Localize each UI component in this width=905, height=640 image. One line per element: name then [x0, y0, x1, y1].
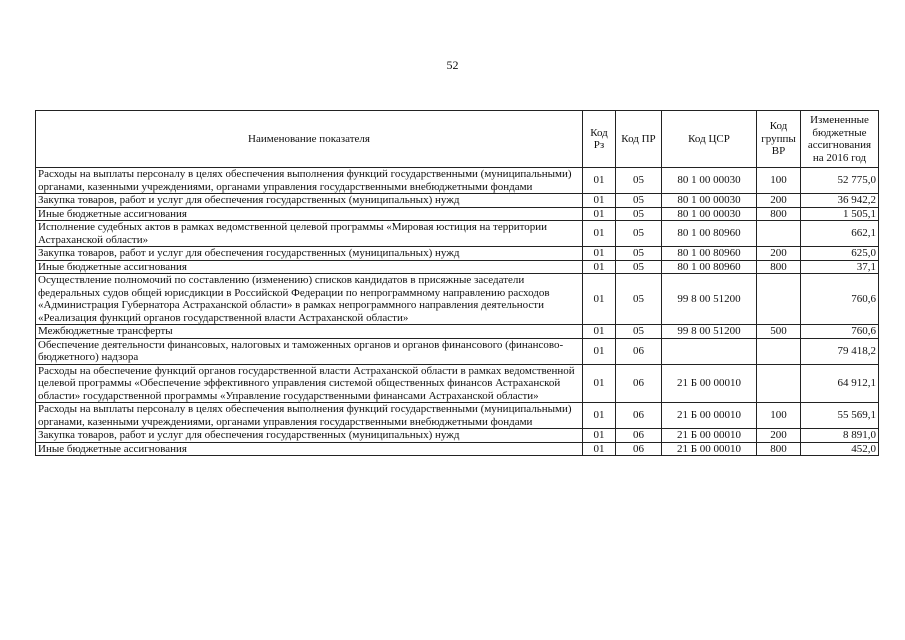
- row-rz: 01: [583, 221, 616, 247]
- row-rz: 01: [583, 364, 616, 403]
- row-vr: 100: [757, 403, 801, 429]
- row-vr: 200: [757, 194, 801, 208]
- row-amount: 625,0: [801, 247, 879, 261]
- table-row: [36, 221, 879, 247]
- row-csr: 80 1 00 00030: [662, 194, 757, 208]
- row-pr: 06: [616, 364, 662, 403]
- row-rz: 01: [583, 260, 616, 274]
- row-name: Расходы на обеспечение функций органов государственной власти Астраханской области в рамках ведомственной целевой программы «Обеспечение эффективного управления системой общественных финансов Астраханской области» государственной программы «Управление государственными финансами Астраханской области»: [36, 364, 583, 403]
- row-name: Осуществление полномочий по составлению (изменению) списков кандидатов в присяжные заседатели федеральных судов общей юрисдикции в Российской Федерации по непрограммному направлению расходов «Администрация Губернатора Астраханской области» в рамках непрограммного направления деятельности «Реализация функций органов государственной власти Астраханской области»: [36, 274, 583, 325]
- row-amount: 37,1: [801, 260, 879, 274]
- row-vr: [757, 338, 801, 364]
- row-csr: 21 Б 00 00010: [662, 429, 757, 443]
- row-rz: 01: [583, 207, 616, 221]
- row-rz: 01: [583, 194, 616, 208]
- table-header-row: [36, 111, 879, 168]
- row-amount: 662,1: [801, 221, 879, 247]
- table-row: [36, 325, 879, 339]
- header-rz: Код Рз: [583, 111, 616, 168]
- row-amount: 760,6: [801, 274, 879, 325]
- row-pr: 06: [616, 442, 662, 456]
- row-name: Закупка товаров, работ и услуг для обеспечения государственных (муниципальных) нужд: [36, 429, 583, 443]
- row-vr: [757, 221, 801, 247]
- row-amount: 760,6: [801, 325, 879, 339]
- row-pr: 06: [616, 338, 662, 364]
- table-row: [36, 274, 879, 325]
- row-pr: 05: [616, 260, 662, 274]
- table-row: [36, 442, 879, 456]
- row-csr: 99 8 00 51200: [662, 325, 757, 339]
- row-amount: 55 569,1: [801, 403, 879, 429]
- row-csr: 80 1 00 80960: [662, 247, 757, 261]
- row-csr: 80 1 00 00030: [662, 207, 757, 221]
- row-pr: 05: [616, 274, 662, 325]
- row-rz: 01: [583, 403, 616, 429]
- row-csr: [662, 338, 757, 364]
- row-rz: 01: [583, 325, 616, 339]
- row-vr: 200: [757, 429, 801, 443]
- row-vr: [757, 274, 801, 325]
- row-amount: 452,0: [801, 442, 879, 456]
- row-name: Обеспечение деятельности финансовых, налоговых и таможенных органов и органов финансового (финансово-бюджетного) надзора: [36, 338, 583, 364]
- header-csr: Код ЦСР: [662, 111, 757, 168]
- row-pr: 05: [616, 168, 662, 194]
- header-amount: Измененные бюджетные ассигнования на 2016 год: [801, 111, 879, 168]
- table-row: [36, 338, 879, 364]
- row-csr: 80 1 00 80960: [662, 260, 757, 274]
- table-row: [36, 168, 879, 194]
- row-pr: 06: [616, 429, 662, 443]
- row-name: Расходы на выплаты персоналу в целях обеспечения выполнения функций государственными (муниципальными) органами, казенными учреждениями, органами управления государственными внебюджетными фондами: [36, 403, 583, 429]
- table-row: [36, 247, 879, 261]
- row-name: Расходы на выплаты персоналу в целях обеспечения выполнения функций государственными (муниципальными) органами, казенными учреждениями, органами управления государственными внебюджетными фондами: [36, 168, 583, 194]
- table-row: [36, 194, 879, 208]
- row-pr: 05: [616, 325, 662, 339]
- row-csr: 80 1 00 00030: [662, 168, 757, 194]
- row-name: Исполнение судебных актов в рамках ведомственной целевой программы «Мировая юстиция на территории Астраханской области»: [36, 221, 583, 247]
- row-vr: 800: [757, 260, 801, 274]
- row-rz: 01: [583, 338, 616, 364]
- row-csr: 99 8 00 51200: [662, 274, 757, 325]
- row-amount: 52 775,0: [801, 168, 879, 194]
- page-number: 52: [446, 58, 459, 72]
- row-amount: 8 891,0: [801, 429, 879, 443]
- header-name: Наименование показателя: [36, 111, 583, 168]
- row-pr: 05: [616, 194, 662, 208]
- row-pr: 05: [616, 247, 662, 261]
- row-rz: 01: [583, 274, 616, 325]
- row-pr: 05: [616, 221, 662, 247]
- row-name: Иные бюджетные ассигнования: [36, 207, 583, 221]
- budget-table: [35, 110, 879, 456]
- row-name: Закупка товаров, работ и услуг для обеспечения государственных (муниципальных) нужд: [36, 247, 583, 261]
- row-name: Межбюджетные трансферты: [36, 325, 583, 339]
- header-vr: Код группы ВР: [757, 111, 801, 168]
- row-name: Иные бюджетные ассигнования: [36, 260, 583, 274]
- row-vr: 800: [757, 207, 801, 221]
- row-vr: 800: [757, 442, 801, 456]
- row-vr: 200: [757, 247, 801, 261]
- row-rz: 01: [583, 168, 616, 194]
- row-amount: 36 942,2: [801, 194, 879, 208]
- row-rz: 01: [583, 429, 616, 443]
- row-pr: 06: [616, 403, 662, 429]
- row-name: Иные бюджетные ассигнования: [36, 442, 583, 456]
- row-vr: 500: [757, 325, 801, 339]
- row-name: Закупка товаров, работ и услуг для обеспечения государственных (муниципальных) нужд: [36, 194, 583, 208]
- table-row: [36, 429, 879, 443]
- table-row: [36, 260, 879, 274]
- row-amount: 1 505,1: [801, 207, 879, 221]
- header-pr: Код ПР: [616, 111, 662, 168]
- table-row: [36, 403, 879, 429]
- row-csr: 21 Б 00 00010: [662, 364, 757, 403]
- row-amount: 79 418,2: [801, 338, 879, 364]
- row-rz: 01: [583, 247, 616, 261]
- table-row: [36, 364, 879, 403]
- row-amount: 64 912,1: [801, 364, 879, 403]
- row-csr: 21 Б 00 00010: [662, 403, 757, 429]
- row-vr: [757, 364, 801, 403]
- row-pr: 05: [616, 207, 662, 221]
- row-rz: 01: [583, 442, 616, 456]
- table-row: [36, 207, 879, 221]
- row-vr: 100: [757, 168, 801, 194]
- row-csr: 21 Б 00 00010: [662, 442, 757, 456]
- row-csr: 80 1 00 80960: [662, 221, 757, 247]
